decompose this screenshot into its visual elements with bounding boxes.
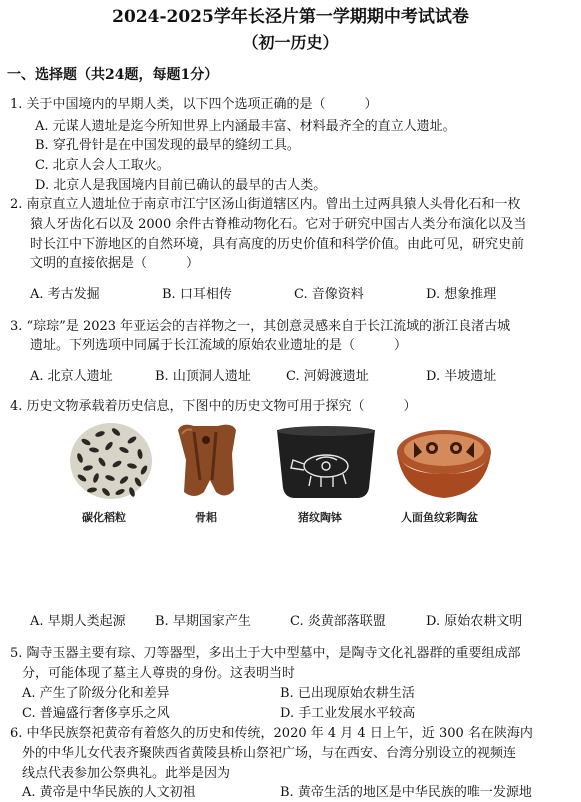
caption-bone-si: 骨耜 xyxy=(195,511,217,524)
caption-pig-bowl: 猪纹陶钵 xyxy=(298,511,342,524)
q3-option-d: D. 半坡遗址 xyxy=(426,369,497,384)
q3-option-c: C. 河姆渡遗址 xyxy=(286,369,369,384)
q5-option-b: B. 已出现原始农耕生活 xyxy=(280,686,415,701)
q5-option-c: C. 普遍盛行奢侈享乐之风 xyxy=(22,706,170,721)
q2-stem-line1: 2. 南京直立人遗址位于南京市江宁区汤山街道辖区内。曾出土过两具猿人头骨化石和一枚 xyxy=(10,197,521,212)
q6-stem-line2: 外的中华儿女代表齐聚陕西省黄陵县桥山祭祀广场，与在西安、台湾分别设立的视频连 xyxy=(22,746,517,761)
section-heading: 一、选择题（共24题，每题1分） xyxy=(7,67,219,83)
q6-stem-line1: 6. 中华民族祭祀黄帝有着悠久的历史和传统，2020 年 4 月 4 日上午，近 300 名在陕海内 xyxy=(10,726,533,741)
fish-face-basin-image xyxy=(394,424,494,504)
q6-option-b: B. 黄帝生活的地区是中华民族的唯一发源地 xyxy=(280,785,532,800)
q2-option-c: C. 音像资料 xyxy=(294,287,364,302)
q4-option-a: A. 早期人类起源 xyxy=(30,614,126,629)
q1-option-c: C. 北京人会人工取火。 xyxy=(35,158,170,173)
q4-option-b: B. 早期国家产生 xyxy=(155,614,251,629)
q4-stem: 4. 历史文物承载着历史信息，下图中的历史文物可用于探究（ ） xyxy=(10,399,417,414)
q2-stem-line4: 文明的直接依据是（ ） xyxy=(30,256,200,271)
q2-option-b: B. 口耳相传 xyxy=(162,287,232,302)
q2-stem-line3: 时长江中下游地区的自然环境，具有高度的历史价值和科学价值。由此可见，研究史前 xyxy=(30,237,525,252)
pig-pattern-bowl-image xyxy=(271,422,381,502)
q1-stem: 1. 关于中国境内的早期人类，以下四个选项正确的是（ ） xyxy=(10,97,378,112)
q1-option-d: D. 北京人是我国境内目前已确认的最早的古人类。 xyxy=(35,178,327,193)
q6-stem-line3: 线点代表参加公祭典礼。此举是因为 xyxy=(22,766,231,781)
q5-stem-line2: 分，可能体现了墓主人尊贵的身份。这表明当时 xyxy=(22,666,296,681)
q3-stem-line2: 遗址。下列选项中同属于长江流域的原始农业遗址的是（ ） xyxy=(30,338,408,353)
q5-stem-line1: 5. 陶寺玉器主要有琮、刀等器型，多出土于大中型墓中，是陶寺文化礼器群的重要组成部 xyxy=(10,646,521,661)
q2-option-d: D. 想象推理 xyxy=(426,287,497,302)
q4-option-c: C. 炎黄部落联盟 xyxy=(290,614,386,629)
bone-si-image xyxy=(172,420,242,502)
q2-stem-line2: 猿人牙齿化石以及 2000 余件古脊椎动物化石。它对于研究中国古人类分布演化以及当 xyxy=(30,217,527,232)
caption-carbonized-rice: 碳化稻粒 xyxy=(82,511,126,524)
page-subtitle: （初一历史） xyxy=(242,33,339,52)
q3-option-a: A. 北京人遗址 xyxy=(30,369,113,384)
q4-option-d: D. 原始农耕文明 xyxy=(426,614,523,629)
q5-option-a: A. 产生了阶级分化和差异 xyxy=(22,686,170,701)
q5-option-d: D. 手工业发展水平较高 xyxy=(280,706,416,721)
q3-option-b: B. 山顶洞人遗址 xyxy=(155,369,251,384)
q1-option-a: A. 元谋人遗址是迄今所知世界上内涵最丰富、材料最齐全的直立人遗址。 xyxy=(35,119,456,134)
carbonized-rice-image xyxy=(66,420,156,502)
page-title: 2024-2025学年长泾片第一学期期中考试试卷 xyxy=(112,7,469,27)
q3-stem-line1: 3. “琮琮”是 2023 年亚运会的吉祥物之一，其创意灵感来自于长江流域的浙江良渚古城 xyxy=(10,319,511,334)
q2-option-a: A. 考古发掘 xyxy=(30,287,100,302)
q6-option-a: A. 黄帝是中华民族的人文初祖 xyxy=(22,785,196,800)
q1-option-b: B. 穿孔骨针是在中国发现的最早的缝纫工具。 xyxy=(35,138,300,153)
caption-fish-basin: 人面鱼纹彩陶盆 xyxy=(401,511,478,524)
